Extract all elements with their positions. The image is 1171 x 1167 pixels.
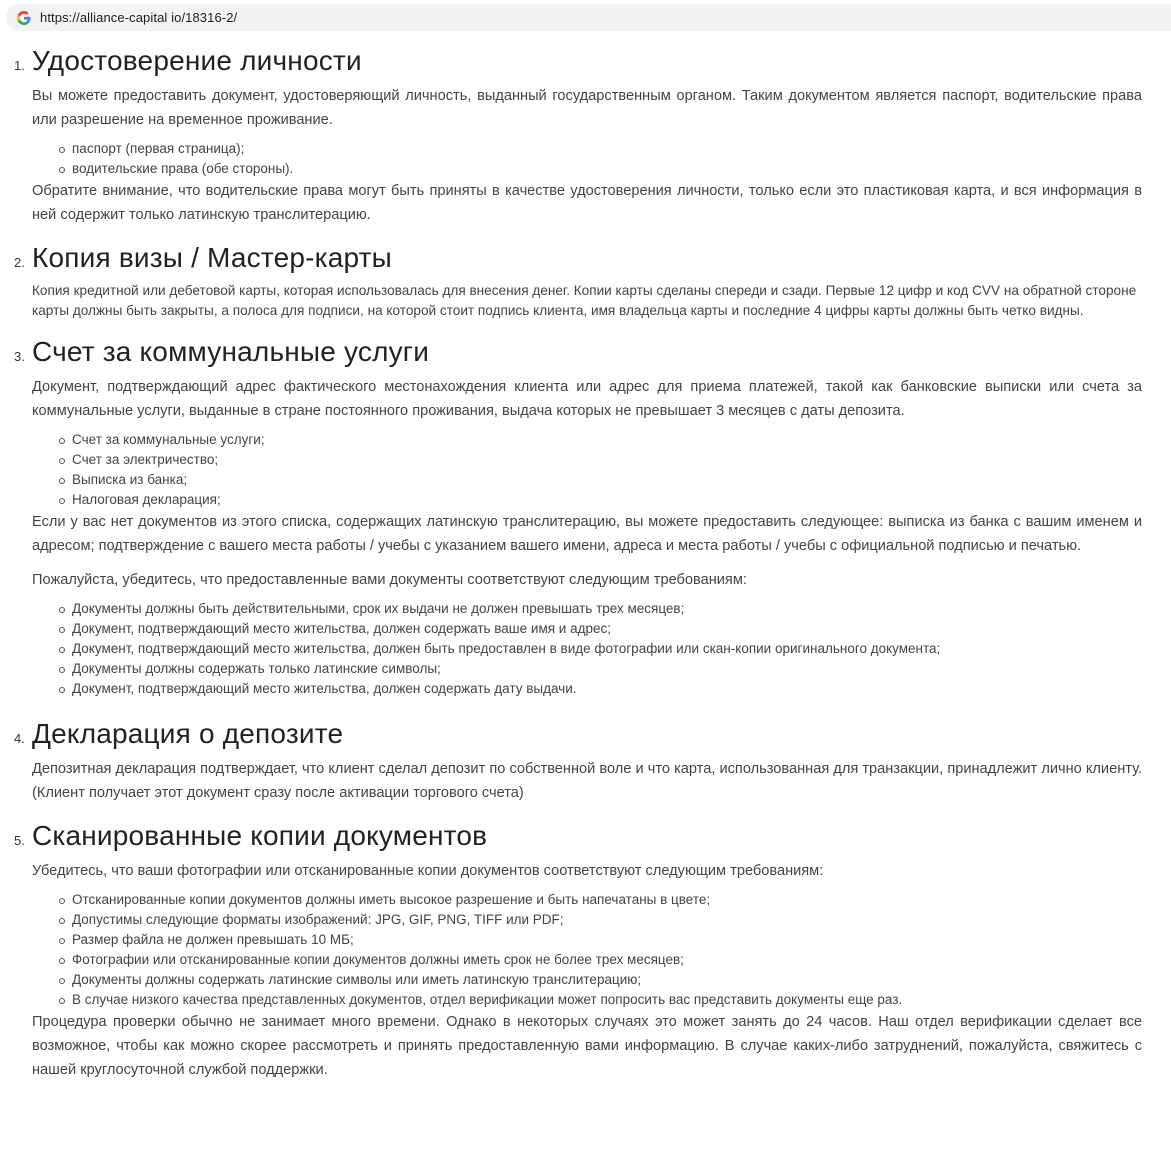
- list-item: Документы должны содержать только латинские символы;: [72, 659, 1142, 679]
- bullet-list: [32, 430, 1142, 510]
- list-item: Фотографии или отсканированные копии документов должны иметь срок не более трех месяцев;: [72, 950, 1142, 970]
- section-scanned-copies: [14, 815, 1142, 1082]
- section-number: 3.: [14, 349, 25, 364]
- section-heading: [14, 815, 1142, 857]
- list-item: Допустимы следующие форматы изображений: JPG, GIF, PNG, TIFF или PDF;: [72, 910, 1142, 930]
- list-item: Документ, подтверждающий место жительства, должен содержать ваше имя и адрес;: [72, 619, 1142, 639]
- section-title: Сканированные копии документов: [32, 820, 488, 851]
- list-item: Выписка из банка;: [72, 470, 1142, 490]
- section-paragraph: Обратите внимание, что водительские права могут быть приняты в качестве удостоверения личности, только если это пластиковая карта, и вся информация в ней содержит только латинскую транслитерацию.: [32, 183, 1142, 223]
- section-number: 1.: [14, 58, 25, 73]
- list-item: паспорт (первая страница);: [72, 139, 1142, 159]
- section-heading: [14, 237, 1142, 279]
- section-title: Удостоверение личности: [32, 45, 362, 76]
- list-item: Документ, подтверждающий место жительства, должен быть предоставлен в виде фотографии или скан-копии оригинального документа;: [72, 639, 1142, 659]
- requirements-list: [32, 599, 1142, 699]
- url-text[interactable]: https://alliance-capital io/18316-2/: [40, 10, 238, 25]
- section-deposit-declaration: [14, 713, 1142, 805]
- section-paragraph: Если у вас нет документов из этого списка, содержащих латинскую транслитерацию, вы можете предоставить следующее: выписка из банка с вашим именем и адресом; подтверждение с вашего места работы / учебы с указанием вашего имени, адреса и места работы / учебы с официальной подписью и печатью.: [32, 514, 1142, 554]
- list-item: Размер файла не должен превышать 10 МБ;: [72, 930, 1142, 950]
- section-heading: [14, 331, 1142, 373]
- list-item: Налоговая декларация;: [72, 490, 1142, 510]
- section-paragraph: Процедура проверки обычно не занимает много времени. Однако в некоторых случаях это может занять до 24 часов. Наш отдел верификации сделает все возможное, чтобы как можно скорее рассмотреть и принять предоставленную вами информацию. В случае каких-либо затруднений, пожалуйста, свяжитесь с нашей круглосуточной службой поддержки.: [32, 1014, 1142, 1078]
- section-paragraph: Убедитесь, что ваши фотографии или отсканированные копии документов соответствуют следующим требованиям:: [32, 863, 824, 879]
- address-bar[interactable]: [6, 4, 1171, 31]
- section-title: Декларация о депозите: [32, 718, 344, 749]
- section-heading: [14, 40, 1142, 82]
- section-identity: [14, 40, 1142, 227]
- list-item: Документы должны содержать латинские символы или иметь латинскую транслитерацию;: [72, 970, 1142, 990]
- page-content: [14, 40, 1142, 1082]
- section-paragraph: Копия кредитной или дебетовой карты, которая использовалась для внесения денег. Копии карты сделаны спереди и сзади. Первые 12 цифр и код CVV на обратной стороне карты должны быть закрыты, а полоса для подписи, на которой стоит подпись клиента, имя владельца карты и последние 4 цифры карты должны быть четко видны.: [32, 283, 1137, 318]
- list-item: Счет за коммунальные услуги;: [72, 430, 1142, 450]
- section-number: 2.: [14, 255, 25, 270]
- section-title: Копия визы / Мастер-карты: [32, 242, 392, 273]
- list-item: Отсканированные копии документов должны иметь высокое разрешение и быть напечатаны в цвете;: [72, 890, 1142, 910]
- section-heading: [14, 713, 1142, 755]
- list-item: водительские права (обе стороны).: [72, 159, 1142, 179]
- requirements-intro: Пожалуйста, убедитесь, что предоставленные вами документы соответствуют следующим требованиям:: [32, 572, 747, 588]
- section-number: 4.: [14, 731, 25, 746]
- section-paragraph: Вы можете предоставить документ, удостоверяющий личность, выданный государственным органом. Таким документом является паспорт, водительские права или разрешение на временное проживание.: [32, 88, 1142, 128]
- list-item: Документ, подтверждающий место жительства, должен содержать дату выдачи.: [72, 679, 1142, 699]
- google-g-icon: [14, 8, 34, 28]
- bullet-list: [32, 139, 1142, 179]
- bullet-list: [32, 890, 1142, 1010]
- section-paragraph: Депозитная декларация подтверждает, что клиент сделал депозит по собственной воле и что карта, использованная для транзакции, принадлежит лично клиенту. (Клиент получает этот документ сразу после активации торгового счета): [32, 761, 1142, 801]
- list-item: В случае низкого качества представленных документов, отдел верификации может попросить вас представить документы еще раз.: [72, 990, 1142, 1010]
- section-number: 5.: [14, 833, 25, 848]
- section-card-copy: [14, 237, 1142, 321]
- section-title: Счет за коммунальные услуги: [32, 336, 430, 367]
- list-item: Счет за электричество;: [72, 450, 1142, 470]
- section-utility-bill: [14, 331, 1142, 699]
- list-item: Документы должны быть действительными, срок их выдачи не должен превышать трех месяцев;: [72, 599, 1142, 619]
- section-paragraph: Документ, подтверждающий адрес фактического местонахождения клиента или адрес для приема платежей, такой как банковские выписки или счета за коммунальные услуги, выданные в стране постоянного проживания, выдача которых не превышает 3 месяцев с даты депозита.: [32, 379, 1142, 419]
